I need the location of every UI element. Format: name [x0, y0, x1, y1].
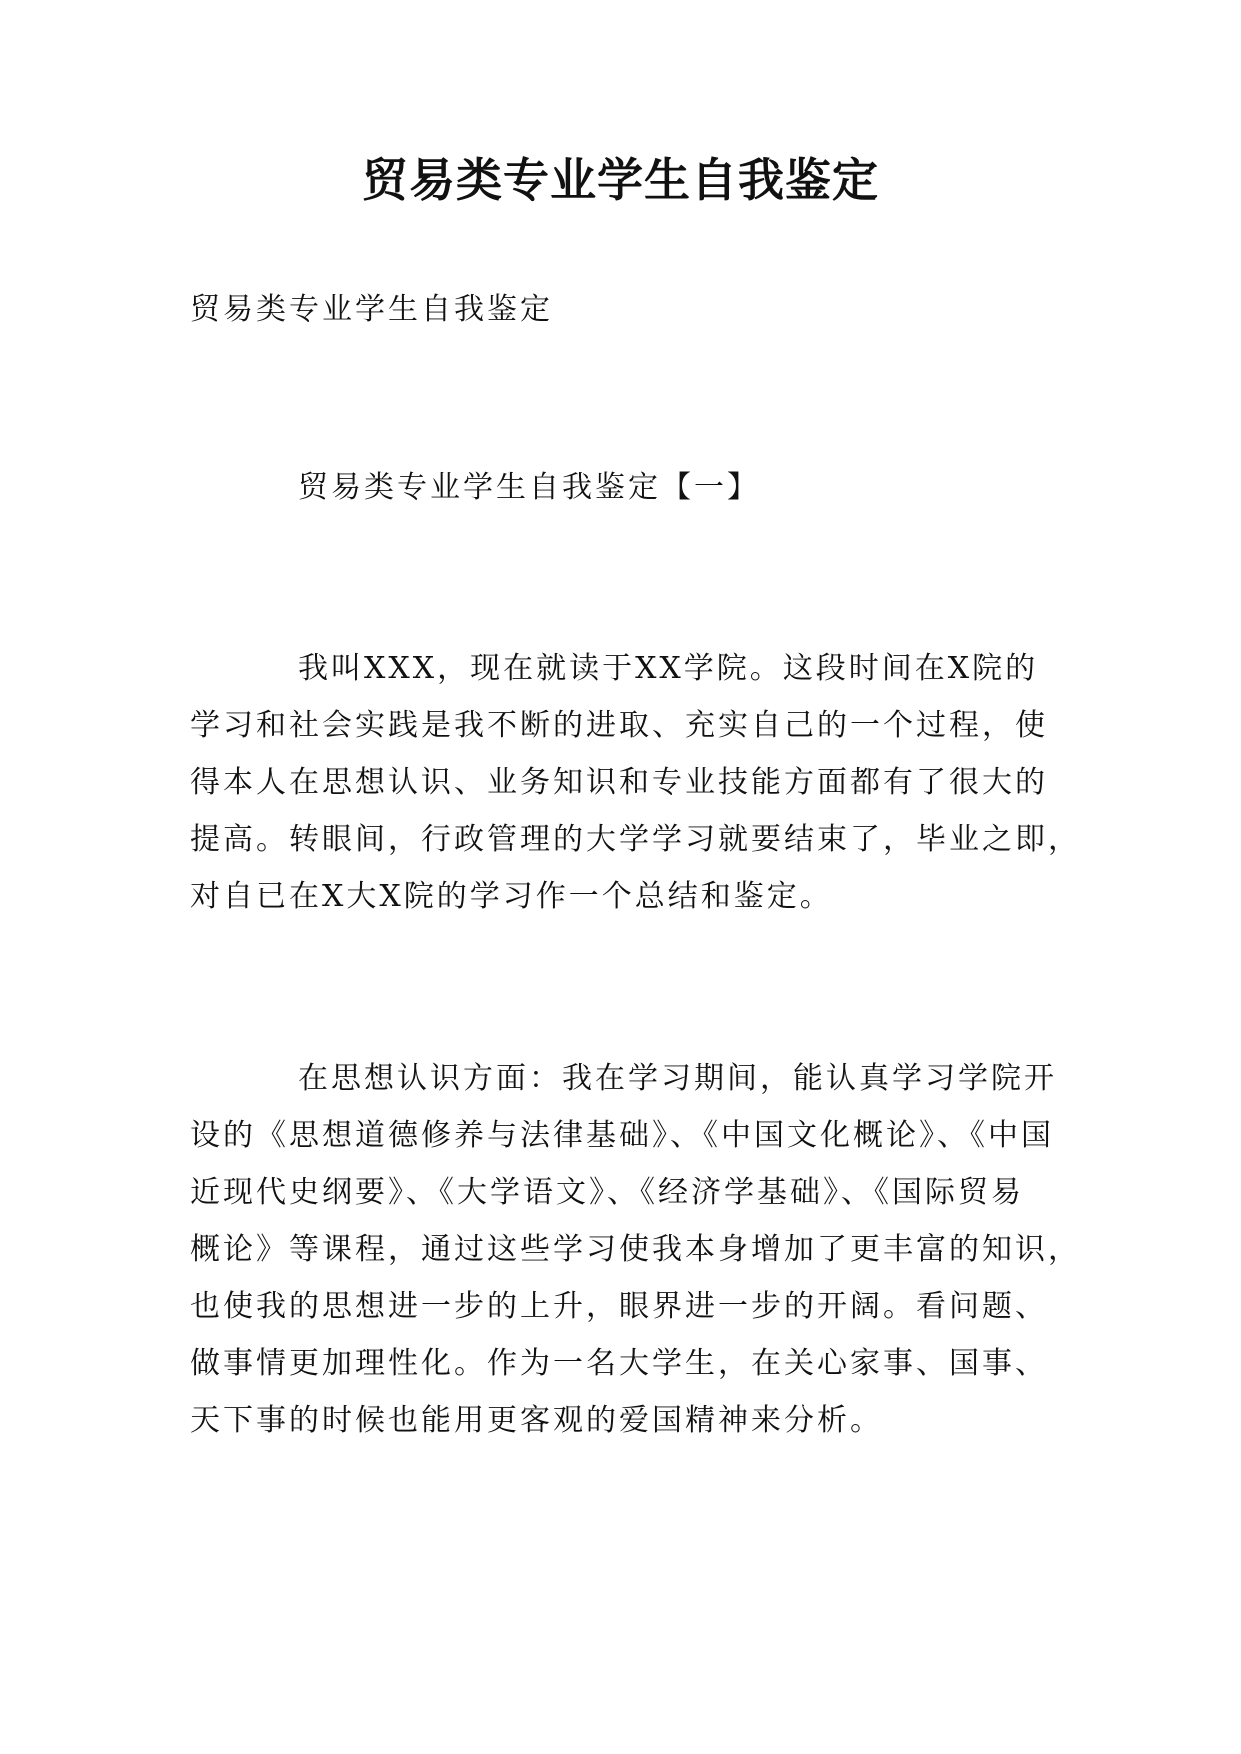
paragraph-line: 设的《思想道德修养与法律基础》、《中国文化概论》、《中国: [190, 1118, 1054, 1153]
document-title: 贸易类专业学生自我鉴定: [362, 153, 879, 207]
paragraph-line: 提高。转眼间，行政管理的大学学习就要结束了，毕业之即，: [190, 822, 1081, 857]
section-heading: 贸易类专业学生自我鉴定【一】: [298, 470, 760, 505]
paragraph-line: 得本人在思想认识、业务知识和专业技能方面都有了很大的: [190, 765, 1048, 800]
paragraph-ideological-awareness: [190, 1050, 1081, 1449]
paragraph-line: 对自已在X大X院的学习作一个总结和鉴定。: [190, 879, 833, 914]
paragraph-line: 天下事的时候也能用更客观的爱国精神来分析。: [190, 1403, 883, 1438]
paragraph-line: 在思想认识方面：我在学习期间，能认真学习学院开: [298, 1061, 1057, 1096]
paragraph-line: 我叫XXX，现在就读于XX学院。这段时间在X院的: [298, 651, 1039, 686]
paragraph-line: 近现代史纲要》、《大学语文》、《经济学基础》、《国际贸易: [190, 1175, 1024, 1210]
paragraph-line: 学习和社会实践是我不断的进取、充实自己的一个过程，使: [190, 708, 1048, 743]
paragraph-line: 也使我的思想进一步的上升，眼界进一步的开阔。看问题、: [190, 1289, 1048, 1324]
paragraph-line: 概论》等课程，通过这些学习使我本身增加了更丰富的知识，: [190, 1232, 1081, 1267]
paragraph-introduction: [190, 640, 1081, 925]
paragraph-line: 做事情更加理性化。作为一名大学生，在关心家事、国事、: [190, 1346, 1048, 1381]
document-subtitle: 贸易类专业学生自我鉴定: [190, 292, 553, 327]
